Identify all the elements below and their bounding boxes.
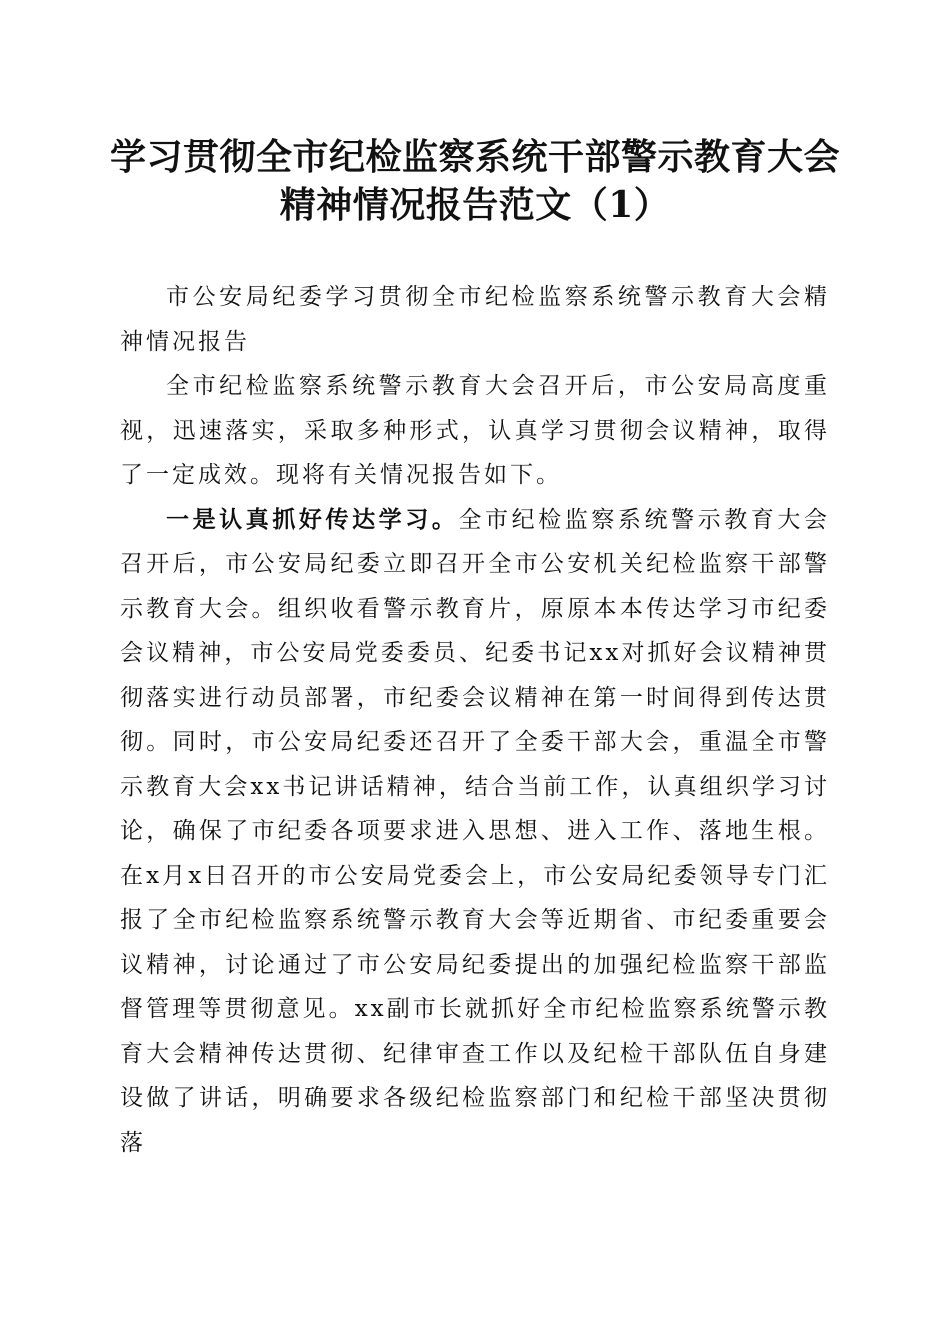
paragraph-report-heading [120, 275, 830, 364]
title-line-2: 精神情况报告范文（1） [279, 184, 671, 226]
paragraph-text: 全市纪检监察系统警示教育大会召开后，市公安局纪委立即召开全市公安机关纪检监察干部警示教育大会。组织收看警示教育片，原原本本传达学习市纪委会议精神，市公安局党委委员、纪委书记xx对抓好会议精神贯彻落实进行动员部署，市纪委会议精神在第一时间得到传达贯彻。同时，市公安局纪委还召开了全委干部大会，重温全市警示教育大会xx书记讲话精神，结合当前工作，认真组织学习讨论，确保了市纪委各项要求进入思想、进入工作、落地生根。在x月x日召开的市公安局党委会上，市公安局纪委领导专门汇报了全市纪检监察系统警示教育大会等近期省、市纪委重要会议精神，讨论通过了市公安局纪委提出的加强纪检监察干部监督管理等贯彻意见。xx副市长就抓好全市纪检监察系统警示教育大会精神传达贯彻、纪律审查工作以及纪检干部队伍自身建设做了讲话，明确要求各级纪检监察部门和纪检干部坚决贯彻落 [120, 506, 831, 1156]
document-body [120, 275, 830, 1165]
paragraph-text: 市公安局纪委学习贯彻全市纪检监察系统警示教育大会精神情况报告 [120, 284, 830, 355]
paragraph-lead: 一是认真抓好传达学习。 [166, 505, 459, 533]
title-line-1: 学习贯彻全市纪检监察系统干部警示教育大会 [109, 136, 840, 178]
document-title [100, 133, 850, 229]
paragraph-point-one [120, 498, 830, 1166]
paragraph-text: 全市纪检监察系统警示教育大会召开后，市公安局高度重视，迅速落实，采取多种形式，认真学习贯彻会议精神，取得了一定成效。现将有关情况报告如下。 [120, 373, 830, 488]
paragraph-intro [120, 364, 830, 498]
